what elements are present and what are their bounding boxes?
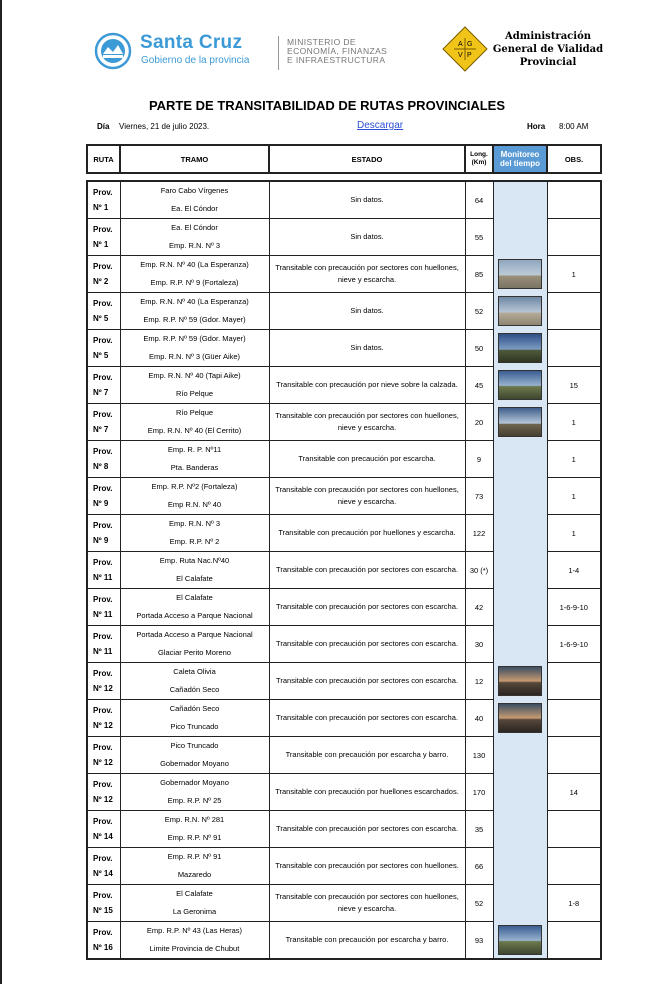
estado-cell: Sin datos.	[269, 219, 465, 256]
table-row	[87, 367, 601, 404]
monitoreo-cell	[493, 219, 547, 256]
estado-cell: Transitable con precaución por escarcha.	[269, 441, 465, 478]
table-row	[87, 181, 601, 219]
monitoreo-cell	[493, 922, 547, 960]
table-row	[87, 478, 601, 515]
tramo-cell: Emp. R.N. Nº 3 Emp. R.P. Nº 2	[120, 515, 269, 552]
obs-cell: 1	[547, 404, 601, 441]
obs-cell	[547, 219, 601, 256]
table-row	[87, 589, 601, 626]
obs-cell: 1	[547, 478, 601, 515]
santa-cruz-shield-icon	[94, 32, 132, 70]
agvp-letter-p: P	[467, 52, 472, 59]
tramo-cell: Emp. R. P. Nº11 Pta. Banderas	[120, 441, 269, 478]
table-row	[87, 848, 601, 885]
monitoreo-cell	[493, 256, 547, 293]
estado-cell: Transitable con precaución por sectores con huellones, nieve y escarcha.	[269, 404, 465, 441]
monitoreo-cell	[493, 293, 547, 330]
monitoreo-cell	[493, 774, 547, 811]
ruta-cell: Prov. Nº 1	[87, 181, 120, 219]
tramo-cell: Emp. R.P. Nº2 (Fortaleza) Emp R.N. Nº 40	[120, 478, 269, 515]
estado-cell: Transitable con precaución por escarcha y barro.	[269, 922, 465, 960]
tramo-cell: Emp. R.N. Nº 281 Emp. R.P. Nº 91	[120, 811, 269, 848]
ruta-cell: Prov. Nº 11	[87, 626, 120, 663]
weather-camera-thumbnail[interactable]	[498, 666, 542, 696]
tramo-cell: Faro Cabo Vírgenes Ea. El Cóndor	[120, 181, 269, 219]
ruta-cell: Prov. Nº 5	[87, 293, 120, 330]
monitoreo-cell	[493, 737, 547, 774]
ruta-cell: Prov. Nº 12	[87, 774, 120, 811]
tramo-cell: Ea. El Cóndor Emp. R.N. Nº 3	[120, 219, 269, 256]
long-cell: 35	[465, 811, 493, 848]
table-row	[87, 330, 601, 367]
tramo-cell: Portada Acceso a Parque Nacional Glaciar Perito Moreno	[120, 626, 269, 663]
routes-table	[86, 180, 602, 960]
ruta-cell: Prov. Nº 2	[87, 256, 120, 293]
page-header	[92, 28, 612, 78]
long-cell: 85	[465, 256, 493, 293]
table-row	[87, 293, 601, 330]
ruta-cell: Prov. Nº 1	[87, 219, 120, 256]
long-cell: 42	[465, 589, 493, 626]
obs-cell: 15	[547, 367, 601, 404]
ruta-cell: Prov. Nº 12	[87, 663, 120, 700]
obs-cell	[547, 811, 601, 848]
ruta-cell: Prov. Nº 7	[87, 404, 120, 441]
long-cell: 64	[465, 181, 493, 219]
tramo-cell: Emp. R.N. Nº 40 (La Esperanza) Emp. R.P. Nº 9 (Fortaleza)	[120, 256, 269, 293]
monitoreo-cell	[493, 404, 547, 441]
tramo-cell: Río Pelque Emp. R.N. Nº 40 (El Cerrito)	[120, 404, 269, 441]
monitoreo-cell	[493, 181, 547, 219]
tramo-cell: Cañadón Seco Pico Truncado	[120, 700, 269, 737]
agvp-letter-g: G	[467, 41, 473, 48]
obs-cell: 1-6-9-10	[547, 626, 601, 663]
estado-cell: Transitable con precaución por sectores con escarcha.	[269, 663, 465, 700]
estado-cell: Transitable con precaución por sectores con escarcha.	[269, 552, 465, 589]
long-cell: 50	[465, 330, 493, 367]
obs-cell	[547, 330, 601, 367]
hora-value: 8:00 AM	[559, 122, 589, 131]
obs-cell: 1	[547, 515, 601, 552]
tramo-cell: Emp. R.P. Nº 59 (Gdor. Mayer) Emp. R.N. Nº 3 (Güer Aike)	[120, 330, 269, 367]
long-cell: 52	[465, 293, 493, 330]
table-row	[87, 885, 601, 922]
agvp-diamond-logo-icon	[442, 26, 488, 72]
weather-camera-thumbnail[interactable]	[498, 703, 542, 733]
long-cell: 130	[465, 737, 493, 774]
ruta-cell: Prov. Nº 11	[87, 589, 120, 626]
tramo-cell: Caleta Olivia Cañadón Seco	[120, 663, 269, 700]
estado-cell: Transitable con precaución por sectores con huellones, nieve y escarcha.	[269, 885, 465, 922]
ruta-cell: Prov. Nº 5	[87, 330, 120, 367]
ruta-cell: Prov. Nº 11	[87, 552, 120, 589]
document-title: PARTE DE TRANSITABILIDAD DE RUTAS PROVINCIALES	[148, 98, 506, 113]
ruta-cell: Prov. Nº 12	[87, 700, 120, 737]
table-row	[87, 441, 601, 478]
obs-cell: 14	[547, 774, 601, 811]
table-header	[86, 144, 602, 174]
dia-value: Viernes, 21 de julio 2023.	[119, 122, 210, 131]
monitoreo-cell	[493, 811, 547, 848]
obs-cell: 1	[547, 256, 601, 293]
weather-camera-thumbnail[interactable]	[498, 296, 542, 326]
obs-cell	[547, 181, 601, 219]
estado-cell: Transitable con precaución por sectores con escarcha.	[269, 811, 465, 848]
col-estado: ESTADO	[269, 145, 465, 173]
long-cell: 9	[465, 441, 493, 478]
tramo-cell: El Calafate Portada Acceso a Parque Nacional	[120, 589, 269, 626]
long-cell: 30	[465, 626, 493, 663]
long-cell: 20	[465, 404, 493, 441]
long-cell: 122	[465, 515, 493, 552]
tramo-cell: Gobernador Moyano Emp. R.P. Nº 25	[120, 774, 269, 811]
long-cell: 55	[465, 219, 493, 256]
ruta-cell: Prov. Nº 14	[87, 848, 120, 885]
long-cell: 45	[465, 367, 493, 404]
obs-cell	[547, 737, 601, 774]
weather-camera-thumbnail[interactable]	[498, 407, 542, 437]
obs-cell	[547, 700, 601, 737]
tramo-cell: El Calafate La Geronima	[120, 885, 269, 922]
ruta-cell: Prov. Nº 8	[87, 441, 120, 478]
download-link[interactable]: Descargar	[357, 120, 404, 131]
ruta-cell: Prov. Nº 7	[87, 367, 120, 404]
table-row	[87, 219, 601, 256]
ruta-cell: Prov. Nº 14	[87, 811, 120, 848]
dia-label: Día	[97, 122, 110, 131]
ruta-cell: Prov. Nº 9	[87, 515, 120, 552]
ruta-cell: Prov. Nº 15	[87, 885, 120, 922]
table-row	[87, 404, 601, 441]
obs-cell: 1-6-9-10	[547, 589, 601, 626]
obs-cell	[547, 293, 601, 330]
obs-cell	[547, 922, 601, 960]
table-row	[87, 774, 601, 811]
estado-cell: Transitable con precaución por huellones escarchados.	[269, 774, 465, 811]
estado-cell: Sin datos.	[269, 181, 465, 219]
obs-cell	[547, 848, 601, 885]
header-divider	[278, 36, 279, 70]
table-row	[87, 663, 601, 700]
tramo-cell: Emp. R.P. Nº 91 Mazaredo	[120, 848, 269, 885]
weather-camera-thumbnail[interactable]	[498, 333, 542, 363]
tramo-cell: Emp. R.N. Nº 40 (Tapi Aike) Río Pelque	[120, 367, 269, 404]
col-monitoreo: Monitoreo del tiempo	[493, 145, 547, 173]
monitoreo-cell	[493, 848, 547, 885]
long-cell: 40	[465, 700, 493, 737]
estado-cell: Transitable con precaución por sectores con huellones.	[269, 848, 465, 885]
monitoreo-cell	[493, 330, 547, 367]
agvp-letter-v: V	[458, 52, 463, 59]
estado-cell: Transitable con precaución por sectores con escarcha.	[269, 700, 465, 737]
long-cell: 52	[465, 885, 493, 922]
table-row	[87, 515, 601, 552]
long-cell: 93	[465, 922, 493, 960]
table-row	[87, 811, 601, 848]
weather-camera-thumbnail[interactable]	[498, 925, 542, 955]
estado-cell: Transitable con precaución por nieve sobre la calzada.	[269, 367, 465, 404]
obs-cell: 1-4	[547, 552, 601, 589]
monitoreo-cell	[493, 367, 547, 404]
hora-label: Hora	[527, 122, 546, 131]
table-row	[87, 256, 601, 293]
table-row	[87, 626, 601, 663]
table-row	[87, 700, 601, 737]
long-cell: 12	[465, 663, 493, 700]
gov-subtitle: Gobierno de la provincia	[141, 55, 250, 66]
estado-cell: Transitable con precaución por sectores con escarcha.	[269, 589, 465, 626]
weather-camera-thumbnail[interactable]	[498, 259, 542, 289]
estado-cell: Transitable con precaución por escarcha y barro.	[269, 737, 465, 774]
estado-cell: Transitable con precaución por sectores con escarcha.	[269, 626, 465, 663]
long-cell: 73	[465, 478, 493, 515]
monitoreo-cell	[493, 552, 547, 589]
monitoreo-cell	[493, 626, 547, 663]
tramo-cell: Emp. Ruta Nac.Nº40 El Calafate	[120, 552, 269, 589]
obs-cell: 1	[547, 441, 601, 478]
ministry-name: MINISTERIO DE ECONOMÍA, FINANZAS E INFRAESTRUCTURA	[287, 37, 388, 65]
agvp-name: Administración General de Vialidad Provincial	[492, 31, 604, 68]
monitoreo-cell	[493, 663, 547, 700]
estado-cell: Sin datos.	[269, 330, 465, 367]
ruta-cell: Prov. Nº 12	[87, 737, 120, 774]
gov-name: Santa Cruz	[140, 32, 243, 53]
long-cell: 30 (*)	[465, 552, 493, 589]
monitoreo-cell	[493, 515, 547, 552]
table-row	[87, 552, 601, 589]
col-tramo: TRAMO	[120, 145, 269, 173]
estado-cell: Transitable con precaución por sectores con huellones, nieve y escarcha.	[269, 478, 465, 515]
col-obs: OBS.	[547, 145, 601, 173]
obs-cell: 1-8	[547, 885, 601, 922]
agvp-letter-a: A	[458, 41, 463, 48]
tramo-cell: Pico Truncado Gobernador Moyano	[120, 737, 269, 774]
col-long: Long. (Km)	[465, 145, 493, 173]
col-ruta: RUTA	[87, 145, 120, 173]
ruta-cell: Prov. Nº 9	[87, 478, 120, 515]
long-cell: 66	[465, 848, 493, 885]
ruta-cell: Prov. Nº 16	[87, 922, 120, 960]
monitoreo-cell	[493, 885, 547, 922]
table-row	[87, 737, 601, 774]
table-row	[87, 922, 601, 960]
tramo-cell: Emp. R.P. Nº 43 (Las Heras) Limite Provincia de Chubut	[120, 922, 269, 960]
monitoreo-cell	[493, 478, 547, 515]
tramo-cell: Emp. R.N. Nº 40 (La Esperanza) Emp. R.P. Nº 59 (Gdor. Mayer)	[120, 293, 269, 330]
estado-cell: Sin datos.	[269, 293, 465, 330]
monitoreo-cell	[493, 700, 547, 737]
page-edge	[0, 0, 2, 984]
obs-cell	[547, 663, 601, 700]
monitoreo-cell	[493, 589, 547, 626]
long-cell: 170	[465, 774, 493, 811]
weather-camera-thumbnail[interactable]	[498, 370, 542, 400]
estado-cell: Transitable con precaución por sectores con huellones, nieve y escarcha.	[269, 256, 465, 293]
monitoreo-cell	[493, 441, 547, 478]
estado-cell: Transitable con precaución por huellones y escarcha.	[269, 515, 465, 552]
